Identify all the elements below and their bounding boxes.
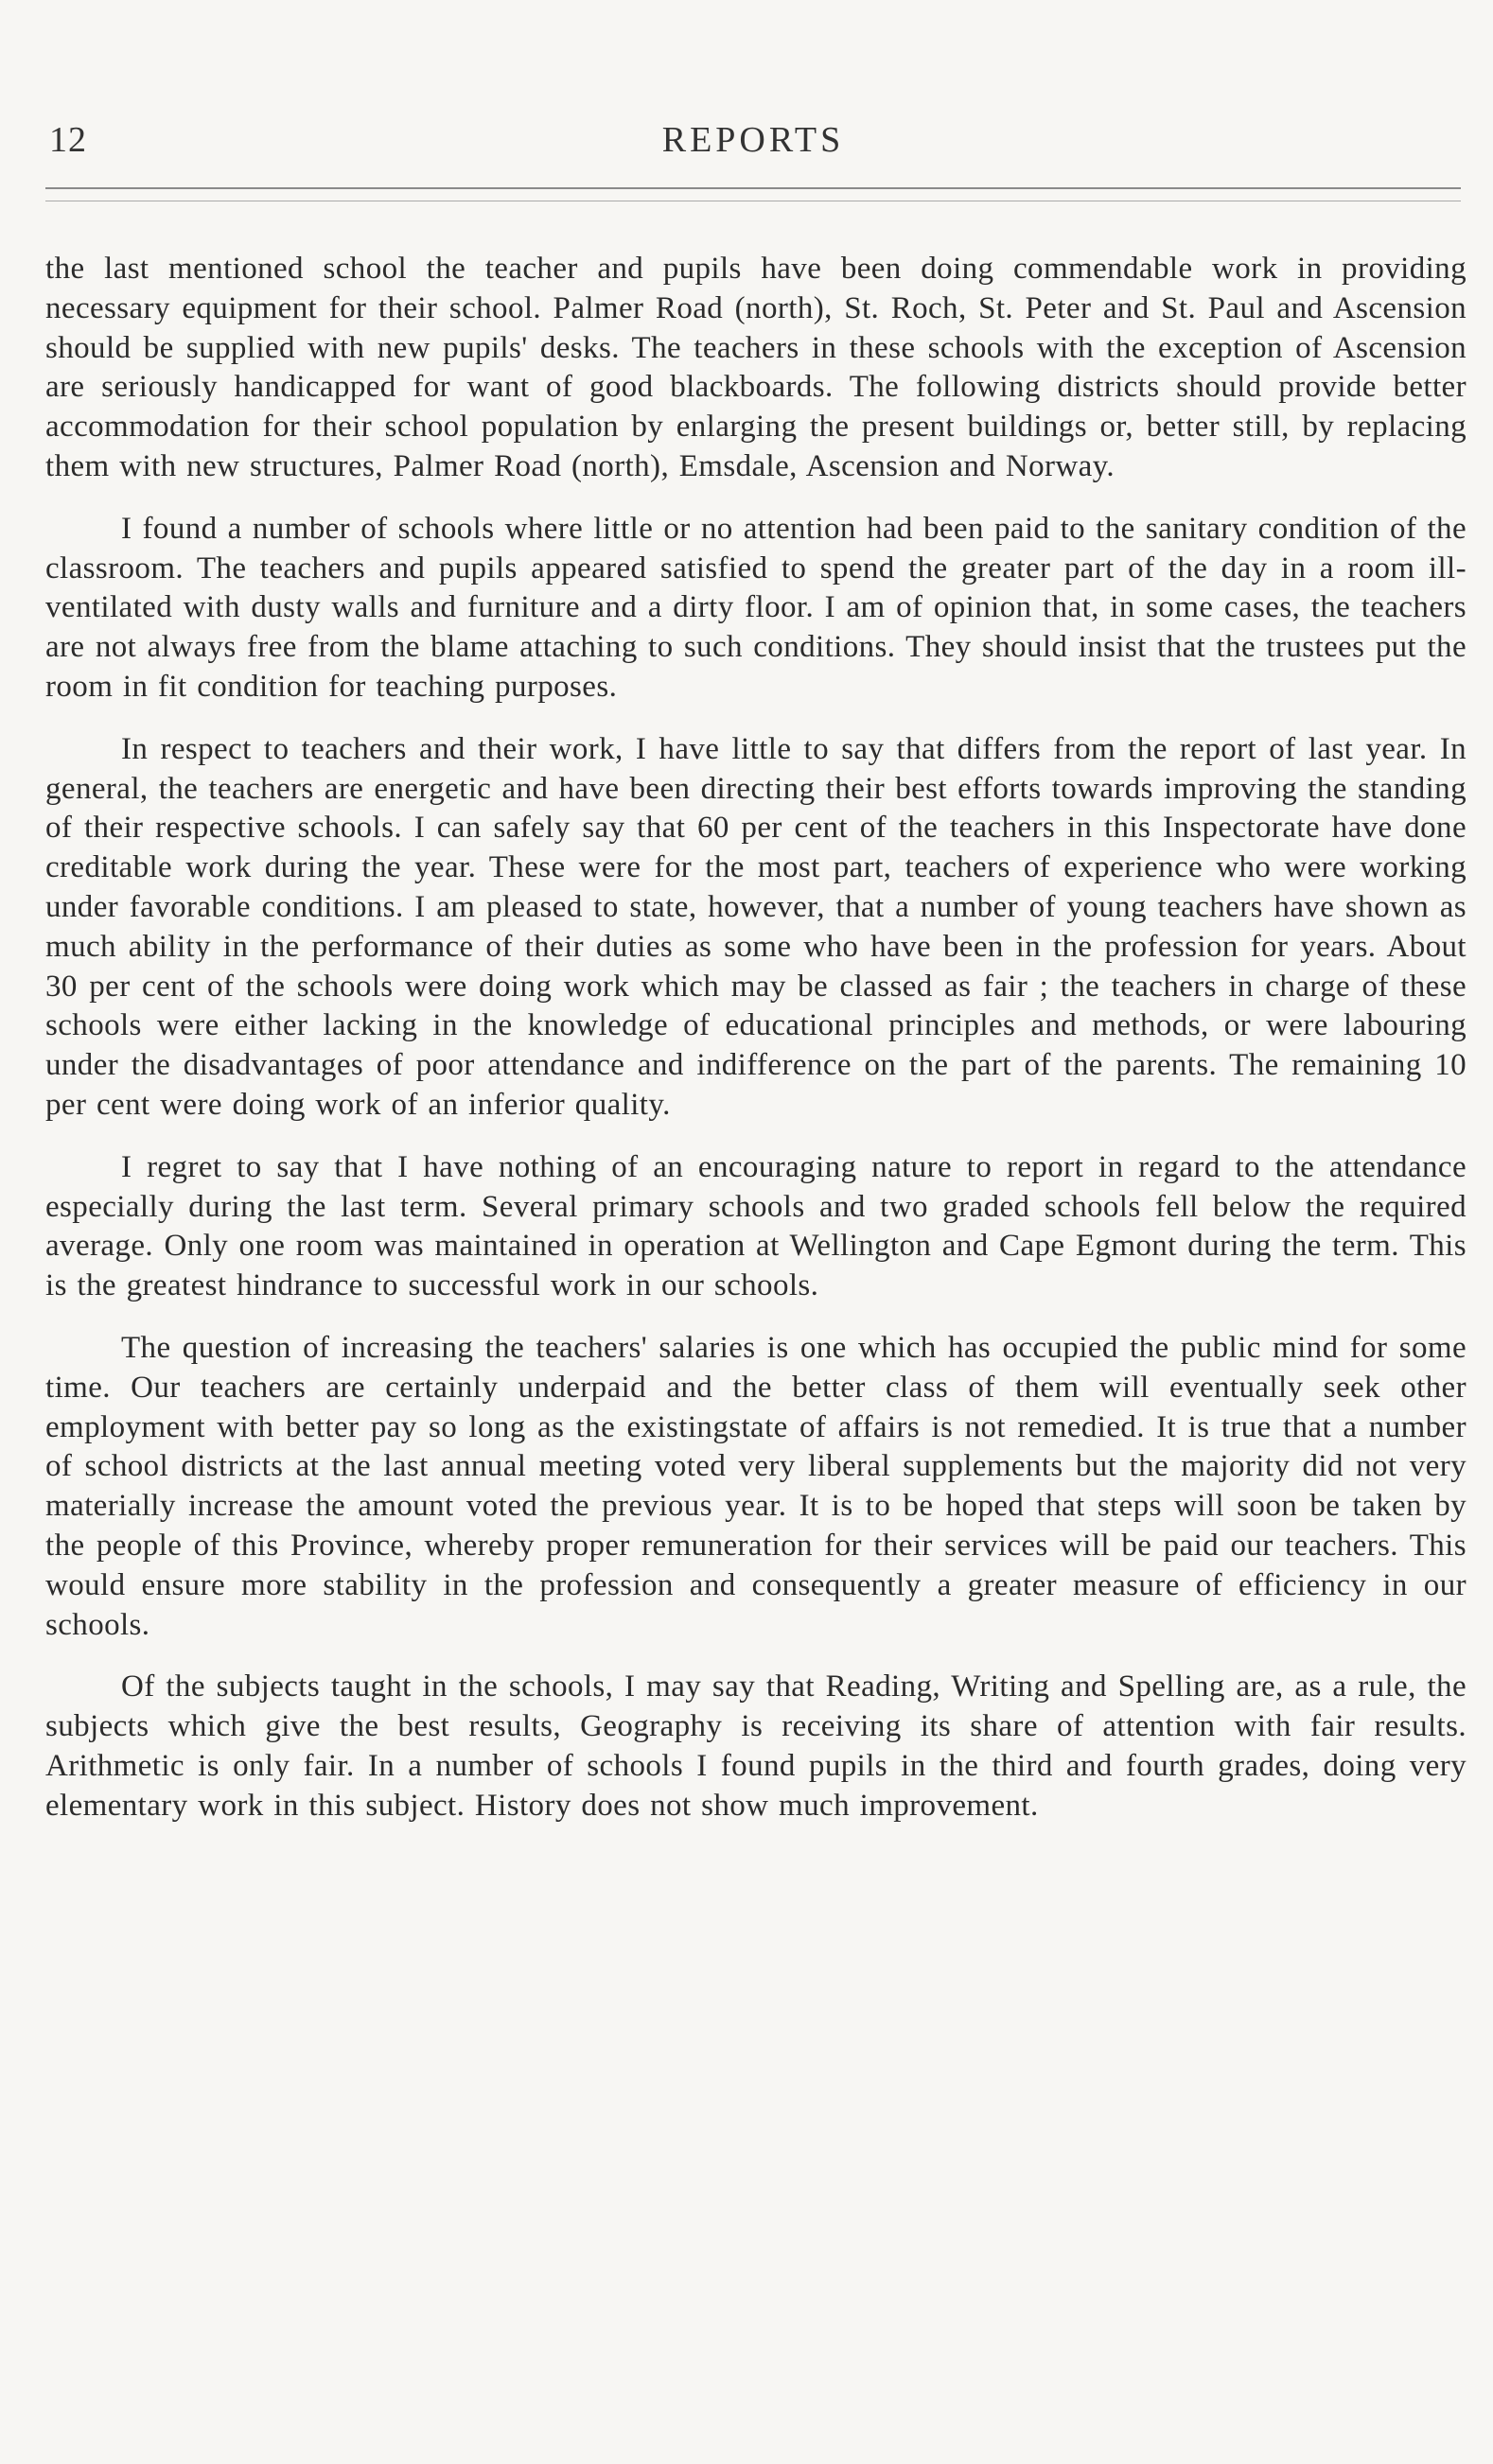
paragraph-subjects: Of the subjects taught in the schools, I may say that Reading, Writing and Spelling are, as a rule, the subjects which give the best results, Geography is receiving its share of attention with fair results. Arithmetic is only fair. In a number of schools I found pupils in the third and fourth grades, doing very elementary work in this subject. History does not show much improvement. [45, 1669, 1467, 1823]
paragraph-attendance: I regret to say that I have nothing of an encouraging nature to report in regard to the attendance especially during the last term. Several primary schools and two graded schools fell below the required average. Only one room was maintained in operation at Wellington and Cape Egmont during the term. This is the greatest hindrance to successful work in our schools. [45, 1149, 1467, 1303]
paragraph-salaries: The question of increasing the teachers' salaries is one which has occupied the public mind for some time. Our teachers are certainly underpaid and the better class of them will eventually seek other employment with better pay so long as the existingstate of affairs is not remedied. It is true that a number of school districts at the last annual meeting voted very liberal supplements but the majority did not very materially increase the amount voted the previous year. It is to be hoped that steps will soon be taken by the people of this Province, whereby proper remuneration for their services will be paid our teachers. This would ensure more stability in the profession and consequently a greater measure of efficiency in our schools. [45, 1330, 1467, 1642]
body-text [45, 250, 1467, 1848]
paragraph-sanitary-conditions: I found a number of schools where little or no attention had been paid to the sanitary condition of the classroom. The teachers and pupils appeared satisfied to spend the greater part of the day in a room ill-ventilated with dusty walls and furniture and a dirty floor. I am of opinion that, in some cases, the teachers are not always free from the blame attaching to such conditions. They should insist that the trustees put the room in fit condition for teaching purposes. [45, 511, 1467, 704]
paragraph-teachers-work: In respect to teachers and their work, I have little to say that differs from the report of last year. In general, the teachers are energetic and have been directing their best efforts towards improving the standing of their respective schools. I can safely say that 60 per cent of the teachers in this Inspectorate have done creditable work during the year. These were for the most part, teachers of experience who were working under favorable conditions. I am pleased to state, however, that a number of young teachers have shown as much ability in the performance of their duties as some who have been in the profession for years. About 30 per cent of the schools were doing work which may be classed as fair ; the teachers in charge of these schools were either lacking in the knowledge of educational principles and methods, or were labouring under the disadvantages of poor attendance and indifference on the part of the parents. The remaining 10 per cent were doing work of an inferior quality. [45, 731, 1467, 1122]
running-title: REPORTS [661, 120, 845, 160]
paragraph-continued: the last mentioned school the teacher and pupils have been doing commendable work in providing necessary equipment for their school. Palmer Road (north), St. Roch, St. Peter and St. Paul and Ascension should be supplied with new pupils' desks. The teachers in these schools with the exception of Ascension are seriously handicapped for want of good blackboards. The following districts should provide better accommodation for their school population by enlarging the present buildings or, better still, by replacing them with new structures, Palmer Road (north), Emsdale, Ascension and Norway. [45, 252, 1467, 483]
header-rule [45, 187, 1461, 189]
page-header [45, 112, 1461, 168]
page-number: 12 [49, 120, 87, 160]
